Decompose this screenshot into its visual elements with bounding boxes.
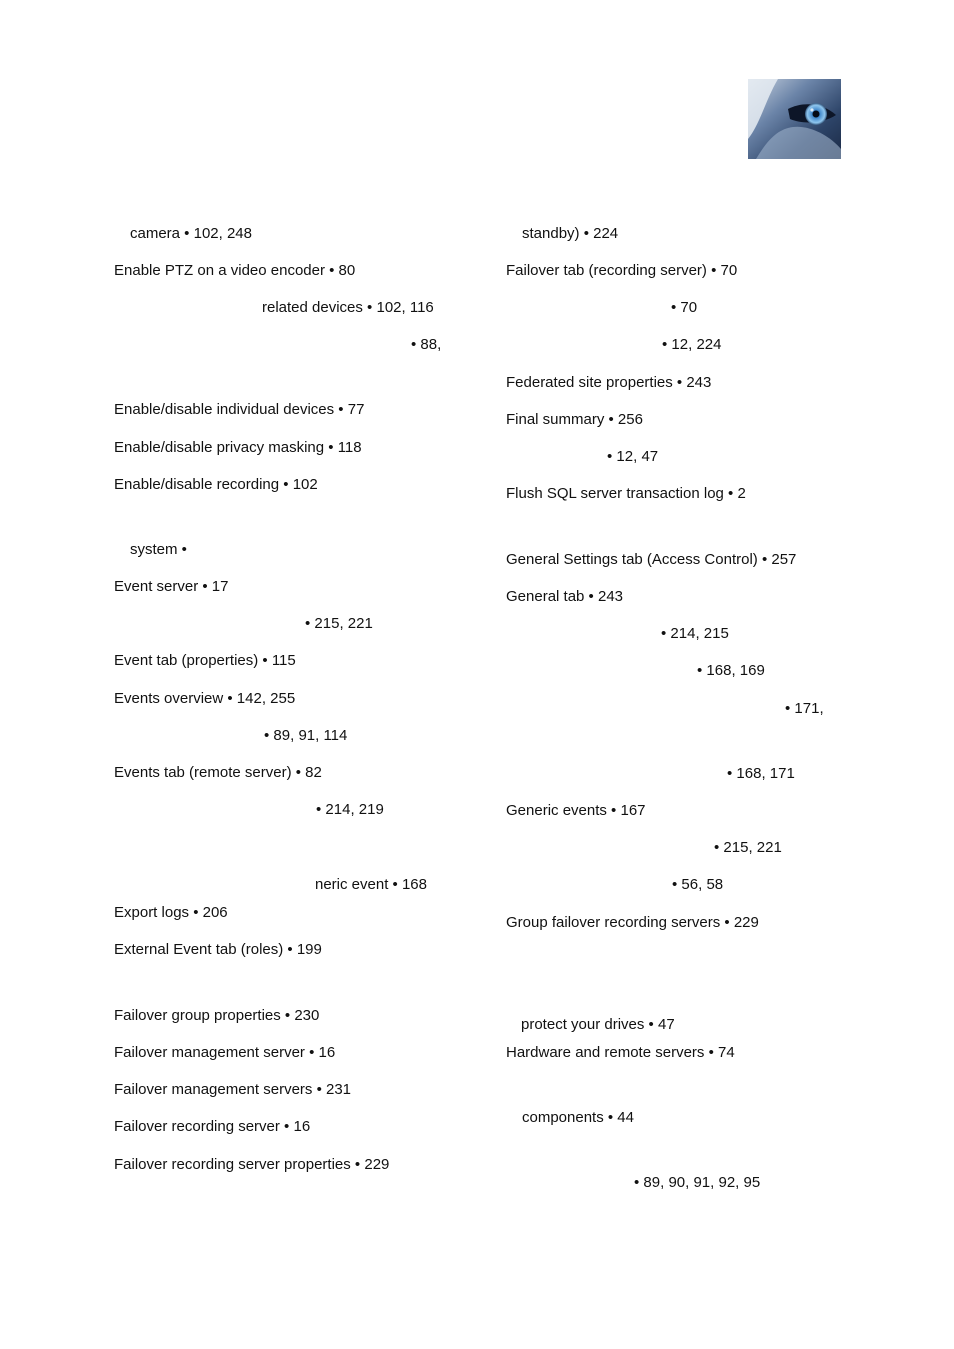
index-entry: Failover recording server • 16 [114, 1118, 311, 1135]
index-entry: Generic events • 167 [506, 802, 646, 819]
index-entry: Failover management servers • 231 [114, 1081, 352, 1098]
index-entry: Enable/disable recording • 102 [114, 476, 318, 493]
index-entry: Failover tab (recording server) • 70 [506, 262, 738, 279]
index-entry: • 168, 169 [697, 662, 765, 679]
index-entry: Event server • 17 [114, 578, 229, 595]
index-entry: Events tab (remote server) • 82 [114, 764, 322, 781]
index-entry: Events overview • 142, 255 [114, 690, 296, 707]
index-entry: • 12, 47 [607, 448, 659, 465]
index-entry: Final summary • 256 [506, 411, 643, 428]
index-entry: components • 44 [522, 1109, 634, 1126]
index-entry: • 171, [785, 700, 824, 717]
index-entry: neric event • 168 [315, 876, 427, 893]
index-entry: • 70 [671, 299, 698, 316]
index-entry: Failover recording server properties • 229 [114, 1156, 390, 1173]
index-entry: Failover group properties • 230 [114, 1007, 320, 1024]
index-entry: • 56, 58 [672, 876, 724, 893]
index-entry: Export logs • 206 [114, 904, 228, 921]
index-entry: • 12, 224 [662, 336, 722, 353]
index-entry: • 88, [411, 336, 442, 353]
index-entry: camera • 102, 248 [130, 225, 252, 242]
index-entry: • 214, 219 [316, 801, 384, 818]
index-entry: Group failover recording servers • 229 [506, 914, 759, 931]
index-entry: • 215, 221 [305, 615, 373, 632]
index-entry: • 168, 171 [727, 765, 795, 782]
index-entry: Enable PTZ on a video encoder • 80 [114, 262, 356, 279]
index-entry: system • [130, 541, 187, 558]
index-entry: protect your drives • 47 [521, 1016, 675, 1033]
index-entry: • 214, 215 [661, 625, 729, 642]
index-entry: Federated site properties • 243 [506, 374, 712, 391]
index-entry: • 89, 91, 114 [264, 727, 348, 744]
index-entry: Enable/disable privacy masking • 118 [114, 439, 362, 456]
index-entry: related devices • 102, 116 [262, 299, 434, 316]
index-entry: Event tab (properties) • 115 [114, 652, 296, 669]
index-entry: External Event tab (roles) • 199 [114, 941, 322, 958]
index-entry: • 89, 90, 91, 92, 95 [634, 1174, 761, 1191]
index-entry: standby) • 224 [522, 225, 619, 242]
index-entry: Flush SQL server transaction log • 2 [506, 485, 746, 502]
index-entry: General tab • 243 [506, 588, 623, 605]
index-entry: Failover management server • 16 [114, 1044, 336, 1061]
index-entry: Hardware and remote servers • 74 [506, 1044, 735, 1061]
index-entry: General Settings tab (Access Control) • 257 [506, 551, 797, 568]
index-entry: Enable/disable individual devices • 77 [114, 401, 365, 418]
index-entry: • 215, 221 [714, 839, 782, 856]
